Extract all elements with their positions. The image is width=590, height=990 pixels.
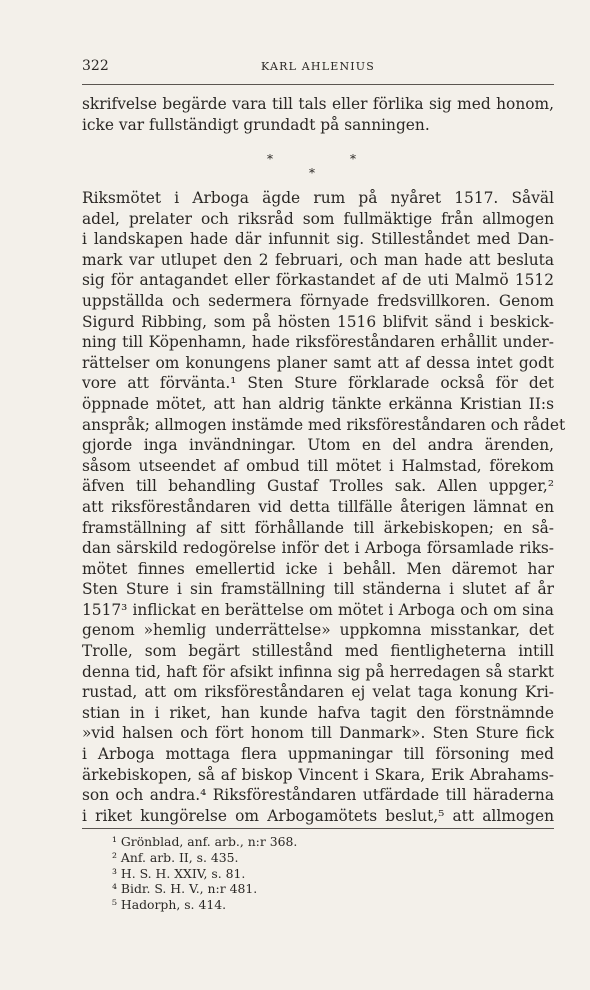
text-line: icke var fullständigt grundadt på sanningen. [82,115,430,134]
footnote: ¹ Grönblad, anf. arb., n:r 368. [112,834,298,849]
footnote-rule [82,828,554,829]
text-line: uppställda och sedermera förnyade fredsvillkoren. Genom [82,291,554,310]
text-line: att riksföreståndaren vid detta tillfälle återigen lämnat en [82,497,554,516]
text-line: adel, prelater och riksråd som fullmäktige från allmogen [82,209,554,228]
text-line: öppnade mötet, att han aldrig tänkte erkänna Kristian II:s [82,394,554,413]
section-break-asterism [82,148,554,178]
text-line: vore att förvänta.¹ Sten Sture förklarade också för det [82,374,554,393]
text-line: mötet finnes emellertid icke i behåll. Men däremot har [82,559,554,578]
text-line: anspråk; allmogen instämde med riksföreståndaren och rådet [82,415,566,434]
text-line: såsom utseendet af ombud till mötet i Halmstad, förekom [82,456,554,475]
running-head: KARL AHLENIUS [260,60,376,73]
text-line: Sigurd Ribbing, som på hösten 1516 blifvit sänd i beskick- [82,312,554,331]
page-header [82,56,554,76]
text-line: Riksmötet i Arboga ägde rum på nyåret 1517. Såväl [82,189,554,207]
paragraph-continuation [82,94,554,135]
text-line: stian in i riket, han kunde hafva tagit den förstnämnde [82,703,554,722]
text-line: i Arboga mottaga flera uppmaningar till försoning med [82,745,554,764]
asterisk: * [309,166,315,180]
text-line: Trolle, som begärt stillestånd med fientligheterna intill [82,642,554,661]
page-number: 322 [82,58,109,74]
text-line: genom »hemlig underrättelse» uppkomna misstankar, det [82,621,554,640]
text-line: dan särskild redogörelse inför det i Arboga församlade riks- [82,539,554,558]
footnotes [112,834,297,913]
text-line: son och andra.⁴ Riksföreståndaren utfärdade till häraderna [82,786,554,805]
text-line: sig för antagandet eller förkastandet af de uti Malmö 1512 [82,271,554,290]
footnote: ⁵ Hadorph, s. 414. [112,897,227,913]
asterisk: * [267,152,273,166]
footnote: ² Anf. arb. II, s. 435. [112,849,239,865]
text-line: skrifvelse begärde vara till tals eller förlika sig med honom, [82,95,554,113]
footnote: ⁴ Bidr. S. H. V., n:r 481. [112,881,258,897]
text-line: äfven till behandling Gustaf Trolles sak. Allen uppger,² [82,477,554,496]
text-line: ning till Köpenhamn, hade riksföreståndaren erhållit under- [82,333,554,352]
text-line: i landskapen hade där infunnit sig. Stilleståndet med Dan- [82,230,554,249]
asterisk: * [350,152,356,166]
text-line: gjorde inga invändningar. Utom en del andra ärenden, [82,436,554,455]
text-line: rättelser om konungens planer samt att af dessa intet godt [82,353,554,372]
footnote: ³ H. S. H. XXIV, s. 81. [112,865,246,881]
text-line: denna tid, haft för afsikt infinna sig på herredagen så starkt [82,662,554,681]
text-line: rustad, att om riksföreståndaren ej velat taga konung Kri- [82,683,554,702]
text-line: mark var utlupet den 2 februari, och man hade att besluta [82,250,554,269]
text-line: Sten Sture i sin framställning till ständerna i slutet af år [82,580,554,599]
text-line: ärkebiskopen, så af biskop Vincent i Skara, Erik Abrahams- [82,765,554,784]
text-line: »vid halsen och fört honom till Danmark». Sten Sture fick [82,724,554,743]
text-line: 1517³ inflickat en berättelse om mötet i Arboga och om sina [82,600,554,619]
paragraph-riksmotet [82,188,566,826]
text-line: i riket kungörelse om Arbogamötets beslut,⁵ att allmogen [82,806,554,825]
text-line: framställning af sitt förhållande till ärkebiskopen; en så- [82,518,554,537]
header-rule [82,84,554,85]
